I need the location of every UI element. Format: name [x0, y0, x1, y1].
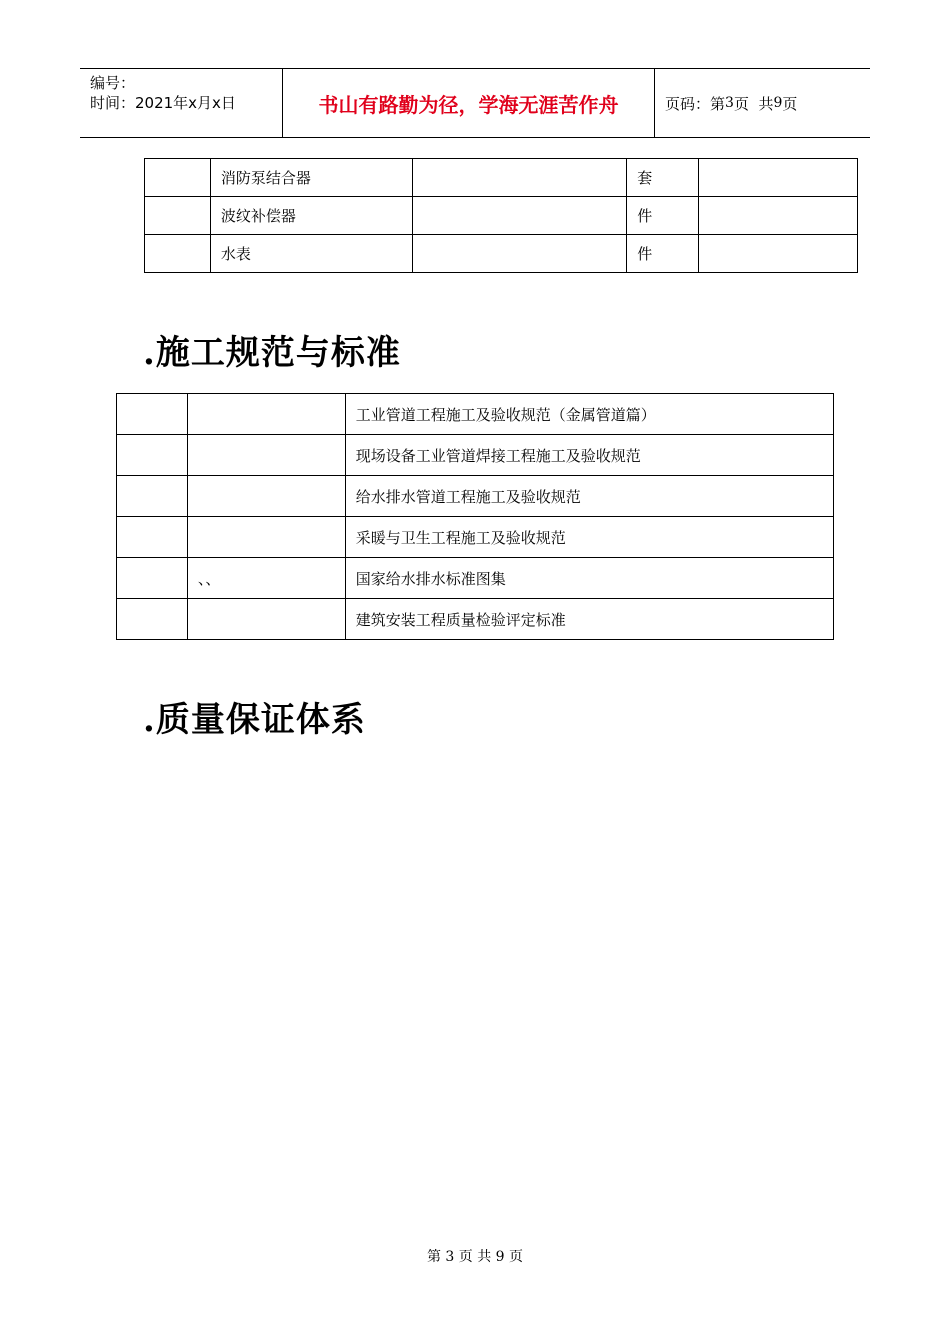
standard-no [117, 435, 188, 476]
standard-code: 、、 [187, 558, 345, 599]
standard-name: 工业管道工程施工及验收规范（金属管道篇） [345, 394, 833, 435]
standard-no [117, 558, 188, 599]
standard-code [187, 599, 345, 640]
table-row [145, 159, 858, 197]
standard-name: 现场设备工业管道焊接工程施工及验收规范 [345, 435, 833, 476]
material-spec [412, 159, 627, 197]
material-no [145, 235, 211, 273]
standard-code [187, 517, 345, 558]
standards-table [116, 393, 834, 640]
header-page-indicator [655, 69, 870, 137]
standard-no [117, 476, 188, 517]
material-name: 水表 [210, 235, 412, 273]
material-name: 波纹补偿器 [210, 197, 412, 235]
table-row [145, 235, 858, 273]
material-unit: 套 [627, 159, 699, 197]
materials-table [144, 158, 858, 273]
material-name: 消防泵结合器 [210, 159, 412, 197]
page-label-prefix: 页码：第 [665, 94, 726, 113]
page-current: 3 [725, 95, 734, 111]
table-row [145, 197, 858, 235]
standard-name: 建筑安装工程质量检验评定标准 [345, 599, 833, 640]
standard-name: 给水排水管道工程施工及验收规范 [345, 476, 833, 517]
page-total: 9 [773, 95, 783, 111]
material-unit: 件 [627, 197, 699, 235]
section-title-quality: .质量保证体系 [143, 700, 366, 740]
standard-no [117, 599, 188, 640]
material-no [145, 197, 211, 235]
header-motto: 书山有路勤为径，学海无涯苦作舟 [282, 69, 655, 137]
table-row [117, 517, 834, 558]
page-footer: 第 3 页 共 9 页 [426, 1249, 524, 1265]
standard-name: 采暖与卫生工程施工及验收规范 [345, 517, 833, 558]
header-info [80, 69, 282, 137]
standard-code [187, 435, 345, 476]
material-no [145, 159, 211, 197]
page-label-middle: 页 共 [733, 94, 774, 113]
section-title-standards: .施工规范与标准 [143, 333, 401, 373]
table-row [117, 394, 834, 435]
standard-code [187, 476, 345, 517]
table-row [117, 435, 834, 476]
material-qty [699, 159, 858, 197]
page-header [80, 68, 870, 138]
standard-name: 国家给水排水标准图集 [345, 558, 833, 599]
page-label-suffix: 页 [782, 94, 798, 113]
material-unit: 件 [627, 235, 699, 273]
material-spec [412, 235, 627, 273]
table-row [117, 476, 834, 517]
standard-no [117, 394, 188, 435]
table-row [117, 558, 834, 599]
material-spec [412, 197, 627, 235]
material-qty [699, 197, 858, 235]
material-qty [699, 235, 858, 273]
table-row [117, 599, 834, 640]
document-time-label: 时间：2021年x月x日 [90, 94, 236, 112]
standard-no [117, 517, 188, 558]
document-number-label: 编号： [90, 74, 136, 92]
standard-code [187, 394, 345, 435]
